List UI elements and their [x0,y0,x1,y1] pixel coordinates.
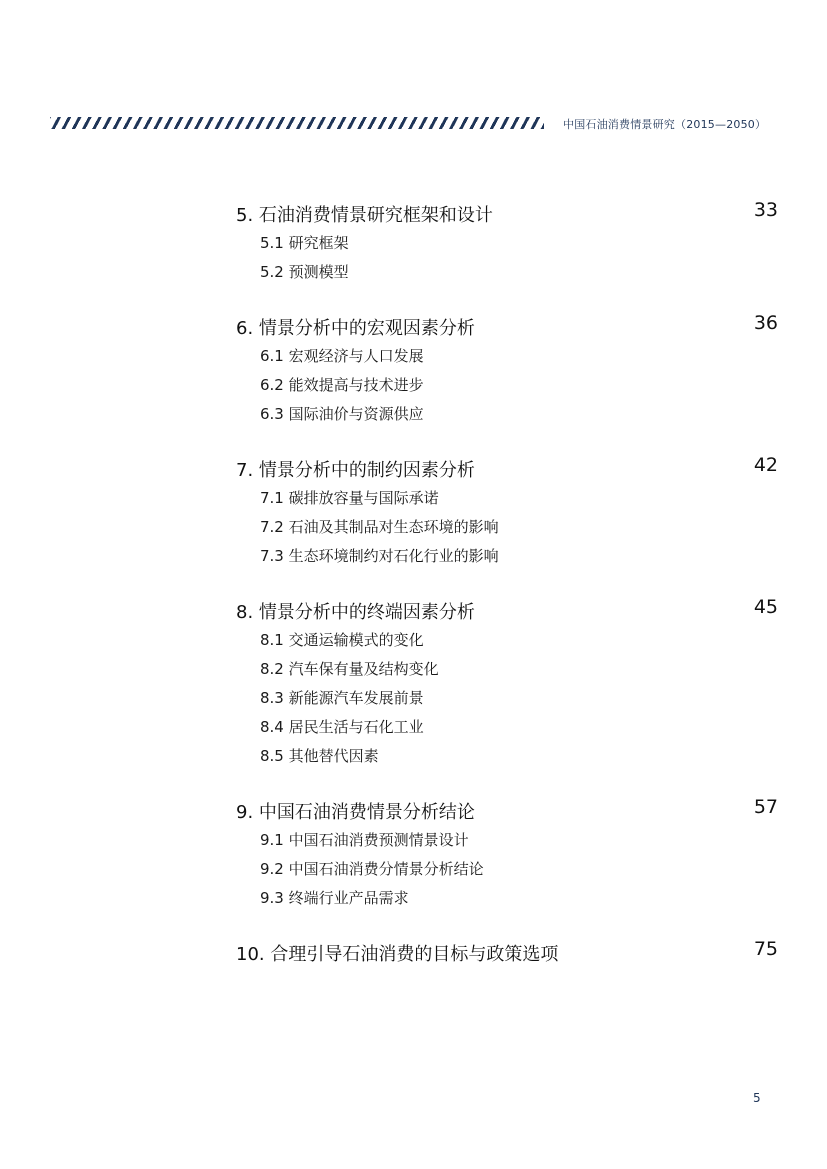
toc-chapter [236,596,778,771]
toc-subsection[interactable]: 8.5 其他替代因素 [260,747,379,765]
toc-subsection[interactable]: 5.2 预测模型 [260,263,349,281]
chapter-title: 5. 石油消费情景研究框架和设计 [236,205,493,226]
toc-chapter-row[interactable] [236,454,778,484]
toc-subsection[interactable]: 7.2 石油及其制品对生态环境的影响 [260,518,499,536]
toc-chapter-row[interactable] [236,596,778,626]
toc-subsection[interactable]: 5.1 研究框架 [260,234,349,252]
toc-chapter [236,312,778,429]
chapter-title: 10. 合理引导石油消费的目标与政策选项 [236,944,559,965]
toc-subsection[interactable]: 6.1 宏观经济与人口发展 [260,347,424,365]
toc-subsection[interactable]: 9.1 中国石油消费预测情景设计 [260,831,469,849]
toc-subsection[interactable]: 8.3 新能源汽车发展前景 [260,689,424,707]
toc-subsection[interactable]: 6.3 国际油价与资源供应 [260,405,424,423]
chapter-page-number: 75 [753,938,778,960]
table-of-contents [236,199,778,993]
toc-chapter [236,199,778,287]
chapter-title: 7. 情景分析中的制约因素分析 [236,460,475,481]
toc-subsection[interactable]: 8.1 交通运输模式的变化 [260,631,424,649]
toc-subsection[interactable]: 9.3 终端行业产品需求 [260,889,409,907]
chapter-page-number: 33 [753,199,778,221]
toc-chapter-row[interactable] [236,796,778,826]
toc-chapter-row[interactable] [236,312,778,342]
toc-chapter [236,796,778,913]
toc-subsection[interactable]: 7.3 生态环境制约对石化行业的影响 [260,547,499,565]
page-number: 5 [753,1091,761,1105]
toc-subsection[interactable]: 8.2 汽车保有量及结构变化 [260,660,439,678]
toc-subsection[interactable]: 8.4 居民生活与石化工业 [260,718,424,736]
chapter-page-number: 36 [753,312,778,334]
header-title: 中国石油消费情景研究（2015—2050） [563,118,767,131]
toc-subsection[interactable]: 9.2 中国石油消费分情景分析结论 [260,860,484,878]
header-stripe-bar [50,117,544,129]
toc-chapter [236,938,778,968]
toc-chapter-row[interactable] [236,199,778,229]
toc-subsection[interactable]: 6.2 能效提高与技术进步 [260,376,424,394]
chapter-page-number: 42 [753,454,778,476]
toc-subsection[interactable]: 7.1 碳排放容量与国际承诺 [260,489,439,507]
chapter-title: 8. 情景分析中的终端因素分析 [236,602,475,623]
toc-chapter [236,454,778,571]
chapter-page-number: 57 [753,796,778,818]
chapter-page-number: 45 [753,596,778,618]
chapter-title: 6. 情景分析中的宏观因素分析 [236,318,475,339]
chapter-title: 9. 中国石油消费情景分析结论 [236,802,475,823]
toc-chapter-row[interactable] [236,938,778,968]
